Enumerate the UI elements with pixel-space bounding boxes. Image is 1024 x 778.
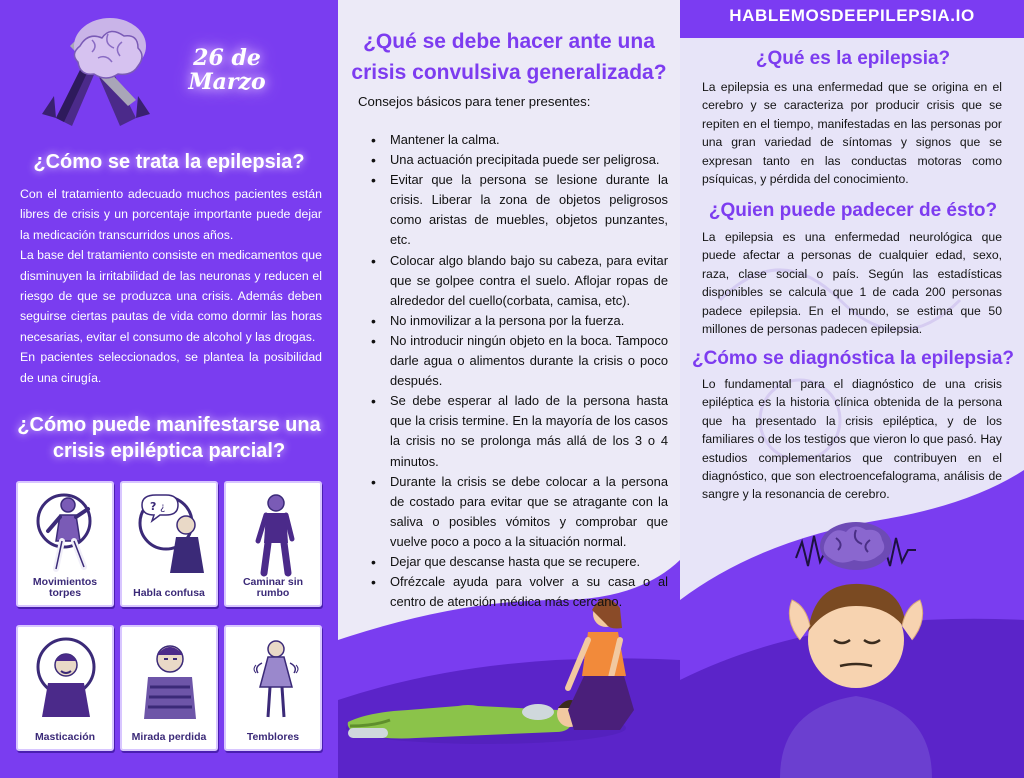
tips-list bbox=[358, 130, 668, 612]
symptom-label: Masticación bbox=[34, 731, 96, 743]
who-can-suffer-heading: ¿Quien puede padecer de ésto? bbox=[708, 200, 998, 221]
brain-icon bbox=[820, 522, 892, 570]
partial-crisis-heading: ¿Cómo puede manifestarse una crisis epiléptica parcial? bbox=[17, 414, 321, 462]
symptom-card bbox=[120, 481, 218, 607]
symptom-label: Movimientos torpes bbox=[32, 576, 98, 599]
tip-item: • Ofrézcale ayuda para volver a su casa o al centro de atención médica más cercano. bbox=[358, 572, 668, 612]
svg-text:¿: ¿ bbox=[160, 502, 166, 513]
what-is-epilepsy-text: La epilepsia es una enfermedad que se origina en el cerebro y se caracteriza por producir crisis que se repiten en el tiempo, manifestadas en las personas por una gran variedad de síntomas y signos que se expresan tanto en las conductas motoras como psíquicas, y pérdida del conocimiento. bbox=[702, 80, 1002, 187]
symptom-card bbox=[224, 481, 322, 607]
tip-item: • Se debe esperar al lado de la persona hasta que la crisis termine. En la mayoría de los casos la crisis no se prolonga más allá de los 3 o 4 minutos. bbox=[358, 391, 668, 471]
tremors-icon bbox=[240, 635, 310, 723]
seizure-response-heading: ¿Qué se debe hacer ante una crisis convulsiva generalizada? bbox=[351, 30, 667, 84]
symptom-card bbox=[16, 481, 114, 607]
tip-item: • Colocar algo blando bajo su cabeza, para evitar que se golpee contra el suelo. Aflojar ropas de alrededor del cuello(corbata, camisa, etc). bbox=[358, 251, 668, 311]
tip-item: • Durante la crisis se debe colocar a la persona de costado para evitar que se atragante con la saliva o posibles vómitos y comprobar que vuelve poco a poco a la situación normal. bbox=[358, 472, 668, 552]
treatment-paragraph: Con el tratamiento adecuado muchos pacientes están libres de crisis y un porcentaje importante puede dejar la medicación transcurridos unos años. bbox=[20, 187, 322, 242]
confused-speech-icon bbox=[136, 491, 206, 579]
symptom-label: Mirada perdida bbox=[131, 731, 207, 743]
aimless-walking-icon bbox=[240, 491, 310, 579]
treatment-heading: ¿Cómo se trata la epilepsia? bbox=[33, 151, 305, 173]
site-url: HABLEMOSDEEPILEPSIA.IO bbox=[729, 6, 975, 25]
treatment-paragraph: La base del tratamiento consiste en medicamentos que disminuyen la irritabilidad de las neuronas y reducen el riesgo de que se produzca una crisis. Además deben seguirse ciertas pautas de vida como dormir las horas necesarias, evitar el consumo de alcohol y las drogas. bbox=[20, 248, 322, 344]
svg-text:?: ? bbox=[150, 500, 157, 513]
tip-item: • No introducir ningún objeto en la boca. Tampoco darle agua o alimentos durante la crisis o poco después. bbox=[358, 331, 668, 391]
clumsy-movement-icon bbox=[32, 491, 102, 579]
symptom-label: Habla confusa bbox=[133, 587, 205, 599]
right-panel bbox=[680, 0, 1024, 778]
symptom-grid bbox=[16, 481, 322, 761]
diagnosis-text: Lo fundamental para el diagnóstico de una crisis epiléptica es la historia clínica obtenida de la persona que ha presentado la crisis epiléptica, y de los familiares o de los testigos que vieron lo que pasó. Hay estudios complementarios que contribuyen en el diagnóstico, que son electroencefalograma, análisis de sangre y la resonancia de cerebro. bbox=[702, 377, 1002, 502]
who-can-suffer-text: La epilepsia es una enfermedad neurológica que puede afectar a personas de cualquier edad, sexo, raza, clase social o país. Según las estadísticas disponibles se calcula que 1 de cada 200 personas padece epilepsia. En el mundo, se estima que 50 millones de personas padecen epilepsia. bbox=[702, 230, 1002, 337]
purple-ribbon-brain-icon bbox=[36, 8, 156, 142]
tip-item: • Dejar que descanse hasta que se recupere. bbox=[358, 552, 668, 572]
middle-panel bbox=[338, 0, 680, 778]
treatment-paragraph: En pacientes seleccionados, se plantea la posibilidad de una cirugía. bbox=[20, 350, 322, 385]
blank-stare-icon bbox=[136, 635, 206, 723]
tip-item: • Evitar que la persona se lesione durante la crisis. Liberar la zona de objetos peligrosos como aristas de muebles, objetos punzantes, etc. bbox=[358, 170, 668, 250]
symptom-card bbox=[224, 625, 322, 751]
tips-intro: Consejos básicos para tener presentes: bbox=[358, 94, 591, 109]
treatment-text bbox=[20, 184, 322, 388]
tip-item: • No inmovilizar a la persona por la fuerza. bbox=[358, 311, 668, 331]
tip-item: • Mantener la calma. bbox=[358, 130, 668, 150]
tip-item: • Una actuación precipitada puede ser peligrosa. bbox=[358, 150, 668, 170]
date-title: 26 de Marzo bbox=[188, 45, 266, 95]
chewing-icon bbox=[32, 635, 102, 723]
what-is-epilepsy-heading: ¿Qué es la epilepsia? bbox=[755, 48, 951, 69]
left-panel bbox=[0, 0, 338, 778]
symptom-card bbox=[16, 625, 114, 751]
symptom-label: Caminar sin rumbo bbox=[242, 576, 304, 599]
symptom-card bbox=[120, 625, 218, 751]
diagnosis-heading: ¿Cómo se diagnóstica la epilepsia? bbox=[691, 348, 1015, 369]
symptom-label: Temblores bbox=[246, 731, 300, 743]
